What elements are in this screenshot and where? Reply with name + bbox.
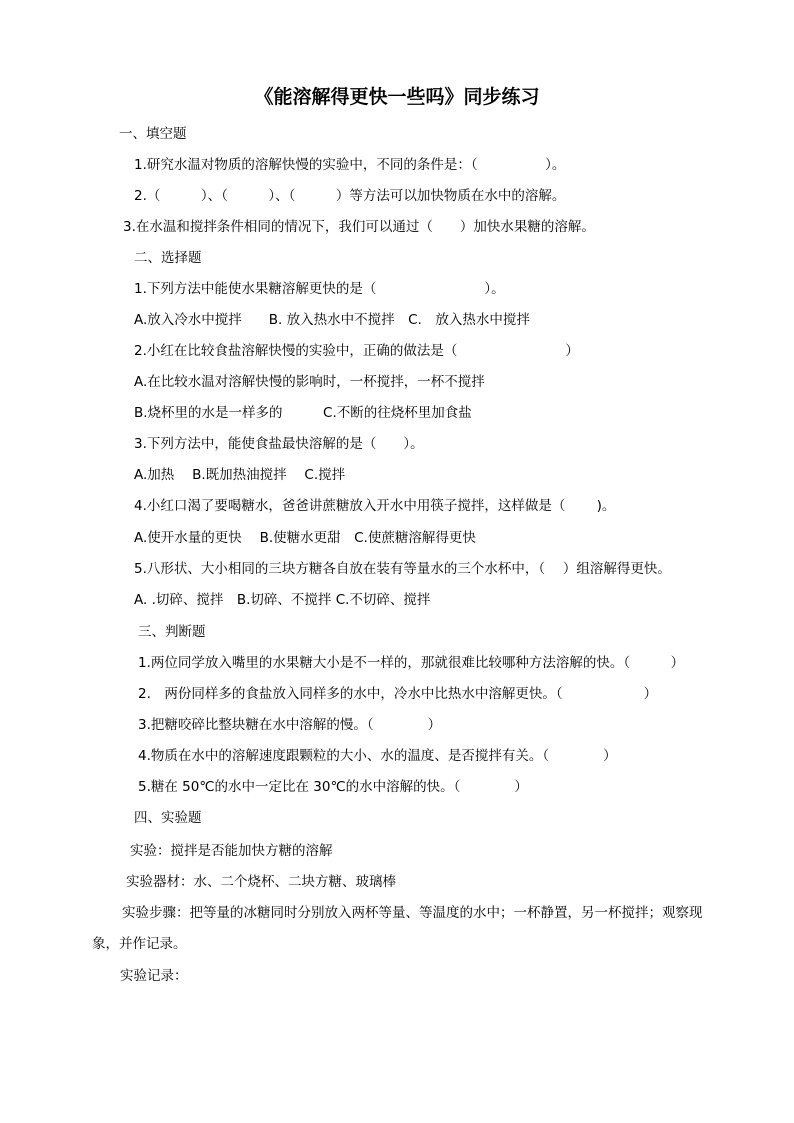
experiment-name: 实验：搅拌是否能加快方糖的溶解: [130, 843, 333, 859]
choice-question-5: 5.八形状、大小相同的三块方糖各自放在装有等量水的三个水杯中，（ ）组溶解得更快。: [134, 561, 671, 577]
section-heading-fill: 一、填空题: [119, 126, 187, 142]
choice-question-4-options: A.使开水量的更快 B.使糖水更甜 C.使蔗糖溶解得更快: [134, 530, 476, 546]
choice-question-5-options: A. .切碎、搅拌 B.切碎、不搅拌 C.不切碎、搅拌: [134, 592, 431, 608]
judge-question-2: 2. 两份同样多的食盐放入同样多的水中，冷水中比热水中溶解更快。（ ）: [138, 686, 658, 702]
experiment-record-label: 实验记录：: [120, 968, 188, 984]
experiment-steps: 实验步骤：把等量的冰糖同时分别放入两杯等量、等温度的水中；一杯静置，另一杯搅拌；观察现象，并作记录。: [92, 905, 703, 952]
section-heading-choice: 二、选择题: [134, 250, 202, 266]
judge-question-4: 4.物质在水中的溶解速度跟颗粒的大小、水的温度、是否搅拌有关。（ ）: [138, 748, 617, 764]
choice-question-2: 2.小红在比较食盐溶解快慢的实验中，正确的做法是（ ）: [134, 343, 579, 359]
page-title: 《能溶解得更快一些吗》同步练习: [254, 86, 540, 108]
choice-question-1-options: A.放入冷水中搅拌 B. 放入热水中不搅拌 C. 放入热水中搅拌: [134, 312, 530, 328]
section-heading-judge: 三、判断题: [138, 624, 206, 640]
judge-question-3: 3.把糖咬碎比整块糖在水中溶解的慢。（ ）: [138, 717, 442, 733]
fill-question-1: 1.研究水温对物质的溶解快慢的实验中，不同的条件是：（ ）。: [134, 157, 566, 173]
section-heading-experiment: 四、实验题: [134, 810, 202, 826]
choice-question-2-option-bc: B.烧杯里的水是一样多的 C.不断的往烧杯里加食盐: [134, 405, 472, 421]
judge-question-5: 5.糖在 50℃的水中一定比在 30℃的水中溶解的快。（ ）: [138, 779, 528, 795]
choice-question-3-options: A.加热 B.既加热油搅拌 C.搅拌: [134, 467, 346, 483]
choice-question-4: 4.小红口渴了要喝糖水，爸爸讲蔗糖放入开水中用筷子搅拌，这样做是（ )。: [134, 498, 616, 514]
choice-question-1: 1.下列方法中能使水果糖溶解更快的是（ ）。: [134, 281, 505, 297]
judge-question-1: 1.两位同学放入嘴里的水果糖大小是不一样的，那就很难比较哪种方法溶解的快。（ ）: [138, 655, 685, 671]
fill-question-3: 3.在水温和搅拌条件相同的情况下，我们可以通过（ ）加快水果糖的溶解。: [123, 219, 595, 235]
choice-question-2-option-a: A.在比较水温对溶解快慢的影响时，一杯搅拌，一杯不搅拌: [134, 374, 485, 390]
fill-question-2: 2.（ ）、（ ）、（ ）等方法可以加快物质在水中的溶解。: [134, 188, 566, 204]
experiment-materials: 实验器材：水、二个烧杯、二块方糖、玻璃棒: [126, 874, 396, 890]
choice-question-3: 3.下列方法中，能使食盐最快溶解的是（ ）。: [134, 436, 424, 452]
